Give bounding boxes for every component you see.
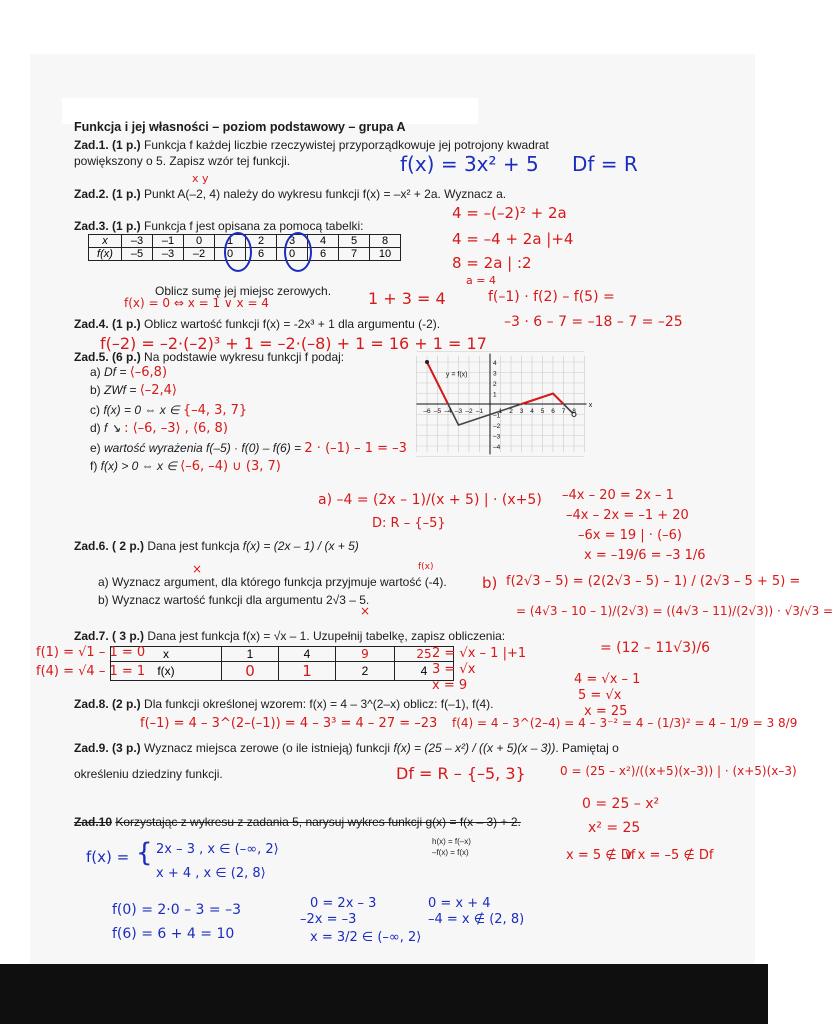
z10-note-1: h(x) = f(–x) [432,837,471,846]
z7-calc-5: x = 9 [432,678,468,693]
z3-sum: 1 + 3 = 4 [368,289,446,308]
z10-calc-4: –2x = –3 [300,912,357,927]
z5-item-letter: c) [90,403,104,417]
y-tick-label: 1 [493,391,497,399]
z6-x-mark-2: × [360,604,371,618]
z9-step-5: ∨ x = –5 ∉ Df [624,848,714,863]
z7-calc-8: x = 25 [584,704,628,719]
x-tick-label: –1 [475,408,484,415]
y-tick-label: –1 [493,412,501,420]
z3-note: f(x) = 0 ⇔ x = 1 ∨ x = 4 [124,296,269,310]
z2-text: Zad.2. (1 p.) Punkt A(–2, 4) należy do wykresu funkcji f(x) = –x² + 2a. Wyznacz a. [74,187,507,201]
z7-calc-2: f(4) = √4 – 1 = 1 [36,664,146,679]
y-tick-label: –2 [493,423,501,430]
z6-answer-a4: –4x – 2x = –1 + 20 [566,508,689,523]
z4-answer: f(–2) = –2·(–2)³ + 1 = –2·(–8) + 1 = 16 + 1 = 17 [100,334,487,353]
bottom-bar [0,964,768,1024]
x-tick-label: 2 [509,408,513,415]
x-tick-label: –4 [444,408,452,415]
z10-calc-7: –4 = x ∉ (2, 8) [428,912,525,927]
y-tick-label: 2 [493,381,497,388]
z3-prompt: Oblicz sumę jej miejsc zerowych. [155,284,332,298]
z5-item-letter: a) [90,365,105,379]
z10-note-2: –f(x) = f(x) [432,848,469,857]
z7-text: Zad.7. ( 3 p.) Dana jest funkcja f(x) = √x – 1. Uzupełnij tabelkę, zapisz obliczenia: [74,629,506,643]
z6-question-a: a) Wyznacz argument, dla którego funkcja przyjmuje wartość (-4). [98,575,447,589]
z5-item-answer: ⟨–6, –4) ∪ (3, 7) [180,459,281,474]
z1-answer-domain: Df = R [572,152,638,176]
z10-calc-6: 0 = x + 4 [428,896,491,911]
x-tick-label: 1 [498,408,503,415]
z7-calc-7: 5 = √x [578,688,622,703]
z10-calc-5: x = 3/2 ∈ (–∞, 2⟩ [310,930,422,945]
z7-calc-1: f(1) = √1 – 1 = 0 [36,645,146,660]
z3-circle-zero-2 [284,232,312,272]
x-tick-label: –6 [423,408,431,415]
z1-line2: powiększony o 5. Zapisz wzór tej funkcji. [74,154,291,168]
z9-step-2: 0 = 25 – x² [582,796,660,812]
z6-answer-a1: a) –4 = (2x – 1)/(x + 5) | · (x+5) [318,492,542,508]
x-tick-label: 4 [530,408,534,415]
z7-row-fx: f(x) 0 1 2 4 [111,662,454,681]
x-tick-label: 3 [519,408,524,415]
z3-circle-zero-1 [224,232,252,272]
z8-answer-2: f(4) = 4 – 3^(2–4) = 4 – 3⁻² = 4 – (1/3)² = 4 – 1/9 = 3 8/9 [452,716,798,730]
z5-item-e [90,441,407,456]
y-tick-label: 4 [493,360,497,367]
z10-piece-1: 2x – 3 , x ∈ (–∞, 2⟩ [156,842,279,857]
z2-work-2: 4 = –4 + 2a |+4 [452,230,574,248]
z5-item-question: f ↘ [104,421,125,435]
z6-answer-a5: –6x = 19 | · (–6) [578,528,682,543]
z5-item-answer: {–4, 3, 7} [182,403,248,418]
z7-calc-6: 4 = √x – 1 [574,672,641,687]
z5-item-question: f(x) > 0 ⇔ x ∈ [100,459,181,473]
x-tick-label: 6 [551,408,555,415]
z2-work-3: 8 = 2a | :2 [452,254,532,272]
worksheet-title: Funkcja i jej własności – poziom podstawowy – grupa A [74,120,406,134]
z5-item-answer: ⟨–2,4⟩ [139,383,178,398]
closed-endpoint [425,360,429,364]
y-tick-label: 3 [493,370,497,378]
z9-line2: określeniu dziedziny funkcji. [74,767,223,781]
z5-text: Zad.5. (6 p.) Na podstawie wykresu funkcji f podaj: [74,350,345,364]
z5-item-b [90,383,177,398]
z5-item-question: ZWf = [104,383,140,397]
z3-row-fx: f(x) –5 –3 –2 0 6 0 6 7 10 [89,248,401,261]
z1-answer-formula: f(x) = 3x² + 5 [400,152,539,176]
z6-fx-mark: f(x) [418,562,434,572]
z9-step-3: x² = 25 [588,820,641,836]
z10-brace: { [136,838,153,868]
z6-question-b: b) Wyznacz wartość funkcji dla argumentu 2√3 – 5. [98,593,370,607]
z5-item-d [90,421,228,436]
z7-calc-4: 3 = √x [432,662,476,677]
z9-domain: Df = R – {–5, 3} [396,764,526,783]
x-tick-label: 8 [572,408,576,415]
z5-item-letter: e) [90,441,105,455]
z5-item-answer: : ⟨–6, –3⟩ , ⟨6, 8) [124,421,228,436]
z6-answer-a6: x = –19/6 = –3 1/6 [584,548,706,563]
z5-function-graph [364,352,593,482]
z5-item-letter: b) [90,383,105,397]
z2-work-4: a = 4 [466,274,496,287]
z1-line1: Zad.1. (1 p.) Funkcja f każdej liczbie rzeczywistej przyporządkowuje jej potrojony kwadrat [74,138,549,152]
z6-x-mark: × [192,562,203,576]
x-tick-label: –3 [454,408,463,415]
z9-step-1: 0 = (25 – x²)/((x+5)(x–3)) | · (x+5)(x–3) [560,764,797,778]
x-tick-label: 7 [561,408,566,415]
z7-row-x: x 1 4 9 25 [111,647,454,662]
z5-item-answer: 2 · (–1) – 1 = –3 [304,441,407,456]
z3-row-x: x –3 –1 0 1 2 3 4 5 8 [89,235,401,248]
z4-text: Zad.4. (1 p.) Oblicz wartość funkcji f(x) = -2x³ + 1 dla argumentu (-2). [74,317,441,331]
z7-calc-3: 2 = √x – 1 |+1 [432,646,527,661]
z5-item-letter: d) [90,421,105,435]
z7-values-table [110,646,454,681]
z10-calc-3: 0 = 2x – 3 [310,896,377,911]
y-tick-label: –3 [493,433,501,441]
z6-answer-b1: f(2√3 – 5) = (2(2√3 – 5) – 1) / (2√3 – 5 + 5) = [506,574,801,589]
z2-xy-mark: x y [192,172,209,185]
z10-piece-2: x + 4 , x ∈ (2, 8⟩ [156,866,266,881]
z5-item-f [90,459,281,474]
z3-text: Zad.3. (1 p.) Funkcja f jest opisana za pomocą tabelki: [74,219,364,233]
z10-calc-2: f(6) = 6 + 4 = 10 [112,926,235,942]
z3-calc-2: –3 · 6 – 7 = –18 – 7 = –25 [504,314,683,330]
z5-item-a [90,365,167,380]
z3-calc-1: f(–1) · f(2) – f(5) = [488,289,615,305]
z9-step-4: x = 5 ∉ Df [566,848,636,863]
z8-answer-1: f(–1) = 4 – 3^(2–(–1)) = 4 – 3³ = 4 – 27 = –23 [140,716,438,731]
x-tick-label: 5 [540,408,545,415]
z5-item-question: wartość wyrażenia f(–5) · f(0) – f(6) = [104,441,305,455]
x-tick-label: –5 [433,408,442,415]
z5-item-question: Df = [104,365,130,379]
z6-answer-b2: = (4√3 – 10 – 1)/(2√3) = ((4√3 – 11)/(2√3)) · √3/√3 = [516,604,833,618]
z6-text: Zad.6. ( 2 p.) Dana jest funkcja f(x) = (2x – 1) / (x + 5) [74,539,359,553]
z9-text: Zad.9. (3 p.) Wyznacz miejsca zerowe (o ile istnieją) funkcji f(x) = (25 – x²) / ((x + 5)(x – 3)). Pamiętaj o [74,741,619,755]
z10-fx-label: f(x) = [86,848,130,866]
z10-calc-1: f(0) = 2·0 – 3 = –3 [112,902,242,918]
y-tick-label: –4 [493,444,501,451]
z10-text: Zad.10 Korzystając z wykresu z zadania 5, narysuj wykres funkcji g(x) = f(x – 3) + 2. [74,815,521,829]
x-tick-label: –2 [465,408,473,415]
z5-item-c [90,403,247,418]
z5-item-question: f(x) = 0 ⇔ x ∈ [103,403,183,417]
z6-answer-a2: D: R – {–5} [372,516,446,531]
z6-answer-b3: = (12 – 11√3)/6 [600,640,711,656]
z6-answer-b-label: b) [482,574,498,592]
z5-item-answer: ⟨–6,8) [129,365,168,380]
z5-item-letter: f) [90,459,101,473]
z6-answer-a3: –4x – 20 = 2x – 1 [562,488,674,503]
x-axis-label: x [588,402,593,409]
z8-text: Zad.8. (2 p.) Dla funkcji określonej wzorem: f(x) = 4 – 3^(2–x) oblicz: f(–1), f(4). [74,697,494,711]
graph-label: y = f(x) [445,371,468,379]
z2-work-1: 4 = –(–2)² + 2a [452,204,567,222]
